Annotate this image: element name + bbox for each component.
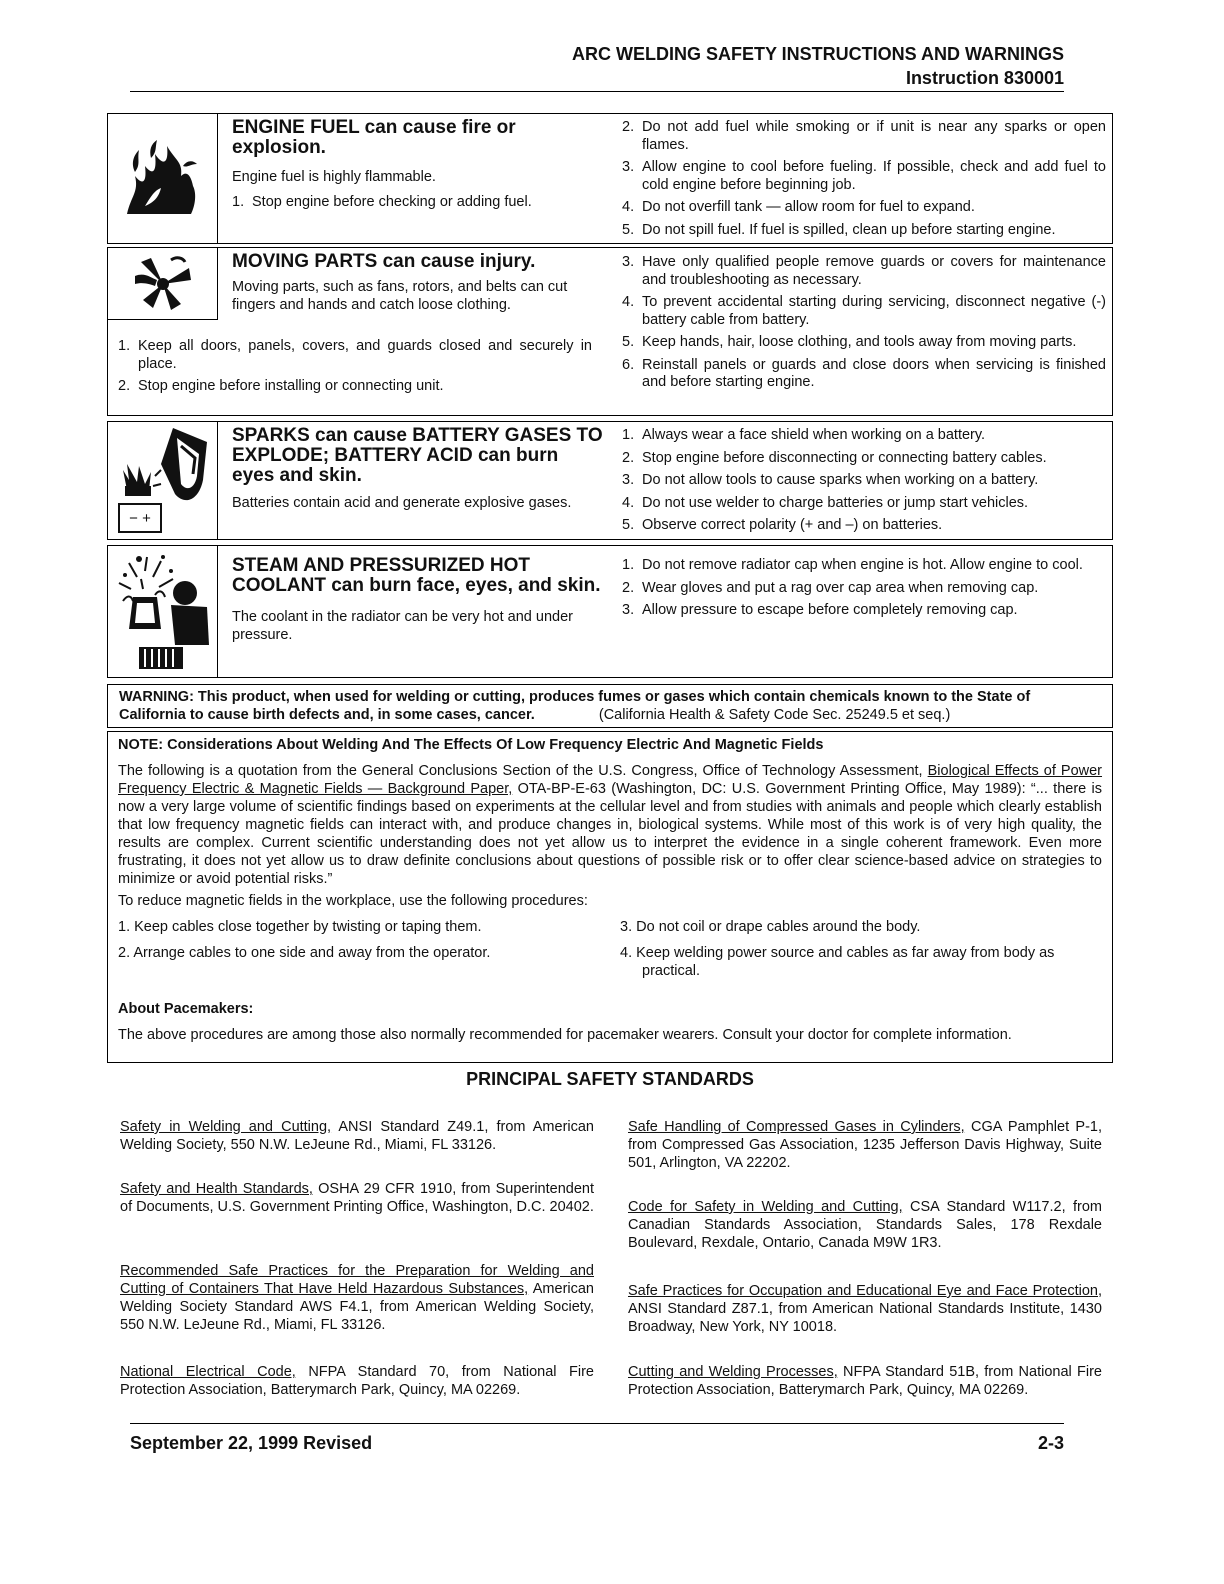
list-item: 2. Stop engine before installing or connecting unit. [118,378,444,394]
note-quotation: The following is a quotation from the General Conclusions Section of the U.S. Congress, Office of Technology Assessment, Biological Effects of Power Frequency Electric & Magnetic Fields — Background Paper, OTA-BP-E-63 (Washington, DC: U.S. Government Printing Office, May 1989): “... there is now a very large volume of scientific findings based on experiments at the cellular level and from studies with animals and people which clearly establish that low frequency magnetic fields can interact with, and produce changes in, biological systems. While most of this work is of very high quality, the results are complex. Current scientific understanding does not yet allow us to interpret the evidence in a single coherent framework. Even more frustrating, it does not yet allow us to draw definite conclusions about questions of possible risk or to offer clear science-based advice on strategies to minimize or avoid potential risks.” [118,763,1103,887]
california-warning [107,684,1113,728]
document-title: ARC WELDING SAFETY INSTRUCTIONS AND WARNINGS [571,44,1064,64]
publication-title: Biological Effects of Power Frequency Electric & Magnetic Fields — Background Paper, [118,763,1103,797]
battery-explosion-icon [108,422,218,539]
standard-entry: Safety in Welding and Cutting, ANSI Standard Z49.1, from American Welding Society, 550 N.W. LeJeune Rd., Miami, FL 33126. [120,1119,595,1153]
pacemaker-text: The above procedures are among those also normally recommended for pacemaker wearers. Consult your doctor for complete information. [118,1027,1012,1043]
list-item: 5. Keep hands, hair, loose clothing, and tools away from moving parts. [622,334,1077,350]
list-item: 4. Do not overfill tank — allow room for fuel to expand. [622,199,975,215]
revision-date: September 22, 1999 Revised [130,1433,373,1453]
note-title: NOTE: Considerations About Welding And The Effects Of Low Frequency Electric And Magnetic Fields [118,737,824,753]
moving-parts-description: Moving parts, such as fans, rotors, and belts can cut fingers and hands and catch loose clothing. [232,279,568,313]
battery-description: Batteries contain acid and generate explosive gases. [232,495,572,511]
list-item: 5. Observe correct polarity (+ and –) on batteries. [622,517,943,533]
list-item: 1. Always wear a face shield when working on a battery. [622,427,986,443]
battery-section [107,421,1113,540]
steam-coolant-icon [108,546,218,677]
moving-parts-section [107,247,1113,416]
list-item: 6. Reinstall panels or guards and close doors when servicing is finished and before starting engine. [622,356,1106,390]
list-item: 1. Do not remove radiator cap when engine is hot. Allow engine to cool. [622,557,1083,573]
list-item: 1. Stop engine before checking or adding fuel. [232,194,532,210]
instruction-number: Instruction 830001 [905,68,1064,88]
list-item: 4. Keep welding power source and cables as far away from body as practical. [620,945,1055,979]
list-item: 2. Wear gloves and put a rag over cap area when removing cap. [622,579,1039,596]
footer-rule [130,1423,1064,1424]
standard-entry: Safe Handling of Compressed Gases in Cylinders, CGA Pamphlet P-1, from Compressed Gas Association, 1235 Jefferson Davis Highway, Suite 501, Arlington, VA 22202. [628,1119,1102,1171]
engine-fuel-title: ENGINE FUEL can cause fire or explosion. [232,117,516,158]
list-item: 2. Do not add fuel while smoking or if unit is near any sparks or open flames. [622,119,1106,153]
moving-parts-title: MOVING PARTS can cause injury. [232,251,536,272]
list-item: 3. Do not coil or drape cables around the body. [620,919,921,935]
pacemaker-title: About Pacemakers: [118,1001,254,1017]
standard-entry: Safe Practices for Occupation and Educational Eye and Face Protection, ANSI Standard Z87.1, from American National Standards Institute, 1430 Broadway, New York, NY 10018. [628,1283,1102,1335]
list-item: 3. Allow pressure to escape before completely removing cap. [622,602,1018,618]
steam-coolant-section [107,545,1113,678]
moving-parts-icon [108,248,218,320]
standard-entry: Recommended Safe Practices for the Preparation for Welding and Cutting of Containers That Have Held Hazardous Substances, American Welding Society Standard AWS F4.1, from American Welding Society, 550 N.W. LeJeune Rd., Miami, FL 33126. [120,1263,594,1333]
list-item: 1. Keep cables close together by twisting or taping them. [118,919,482,935]
list-item: 2. Arrange cables to one side and away from the operator. [118,945,491,961]
list-item: 4. To prevent accidental starting during servicing, disconnect negative (-) battery cable from battery. [622,294,1106,328]
warning-reference: (California Health & Safety Code Sec. 25249.5 et seq.) [598,707,951,723]
header-rule [130,91,1064,92]
page-number: 2-3 [1037,1433,1064,1453]
list-item: 4. Do not use welder to charge batteries or jump start vehicles. [622,494,1029,511]
list-item: 3. Allow engine to cool before fueling. If possible, check and add fuel to cold engine before beginning job. [622,159,1106,193]
list-item: 5. Do not spill fuel. If fuel is spilled, clean up before starting engine. [622,221,1056,238]
note-reduce-intro: To reduce magnetic fields in the workplace, use the following procedures: [118,893,588,909]
flame-icon [108,114,218,243]
list-item: 3. Have only qualified people remove guards or covers for maintenance and troubleshooting as necessary. [622,254,1106,288]
list-item: 1. Keep all doors, panels, covers, and guards closed and securely in place. [118,338,592,372]
battery-polarity-label: − + [128,510,151,527]
list-item: 2. Stop engine before disconnecting or connecting battery cables. [622,449,1047,466]
emf-note [107,731,1113,1063]
page-header [130,42,1064,90]
battery-title: SPARKS can cause BATTERY GASES TO EXPLODE; BATTERY ACID can burn eyes and skin. [232,425,603,486]
engine-fuel-section [107,113,1113,244]
steam-coolant-title: STEAM AND PRESSURIZED HOT COOLANT can burn face, eyes, and skin. [232,555,601,596]
standard-entry: Safety and Health Standards, OSHA 29 CFR 1910, from Superintendent of Documents, U.S. Government Printing Office, Washington, D.C. 20402. [120,1181,594,1215]
list-item: 3. Do not allow tools to cause sparks when working on a battery. [622,472,1039,488]
steam-coolant-description: The coolant in the radiator can be very hot and under pressure. [232,609,573,643]
procedures-list [118,918,1102,998]
warning-text: WARNING: This product, when used for welding or cutting, produces fumes or gases which contain chemicals known to the State of California to cause birth defects and, in some cases, cancer. [119,689,1031,723]
standard-entry: Cutting and Welding Processes, NFPA Standard 51B, from National Fire Protection Association, Batterymarch Park, Quincy, MA 02269. [628,1364,1102,1398]
engine-fuel-description: Engine fuel is highly flammable. [232,169,436,185]
standard-entry: National Electrical Code, NFPA Standard 70, from National Fire Protection Association, Batterymarch Park, Quincy, MA 02269. [120,1364,594,1398]
standard-entry: Code for Safety in Welding and Cutting, CSA Standard W117.2, from Canadian Standards Association, Standards Sales, 178 Rexdale Boulevard, Rexdale, Ontario, Canada M9W 1R3. [628,1199,1103,1251]
standards-title: PRINCIPAL SAFETY STANDARDS [466,1069,754,1089]
